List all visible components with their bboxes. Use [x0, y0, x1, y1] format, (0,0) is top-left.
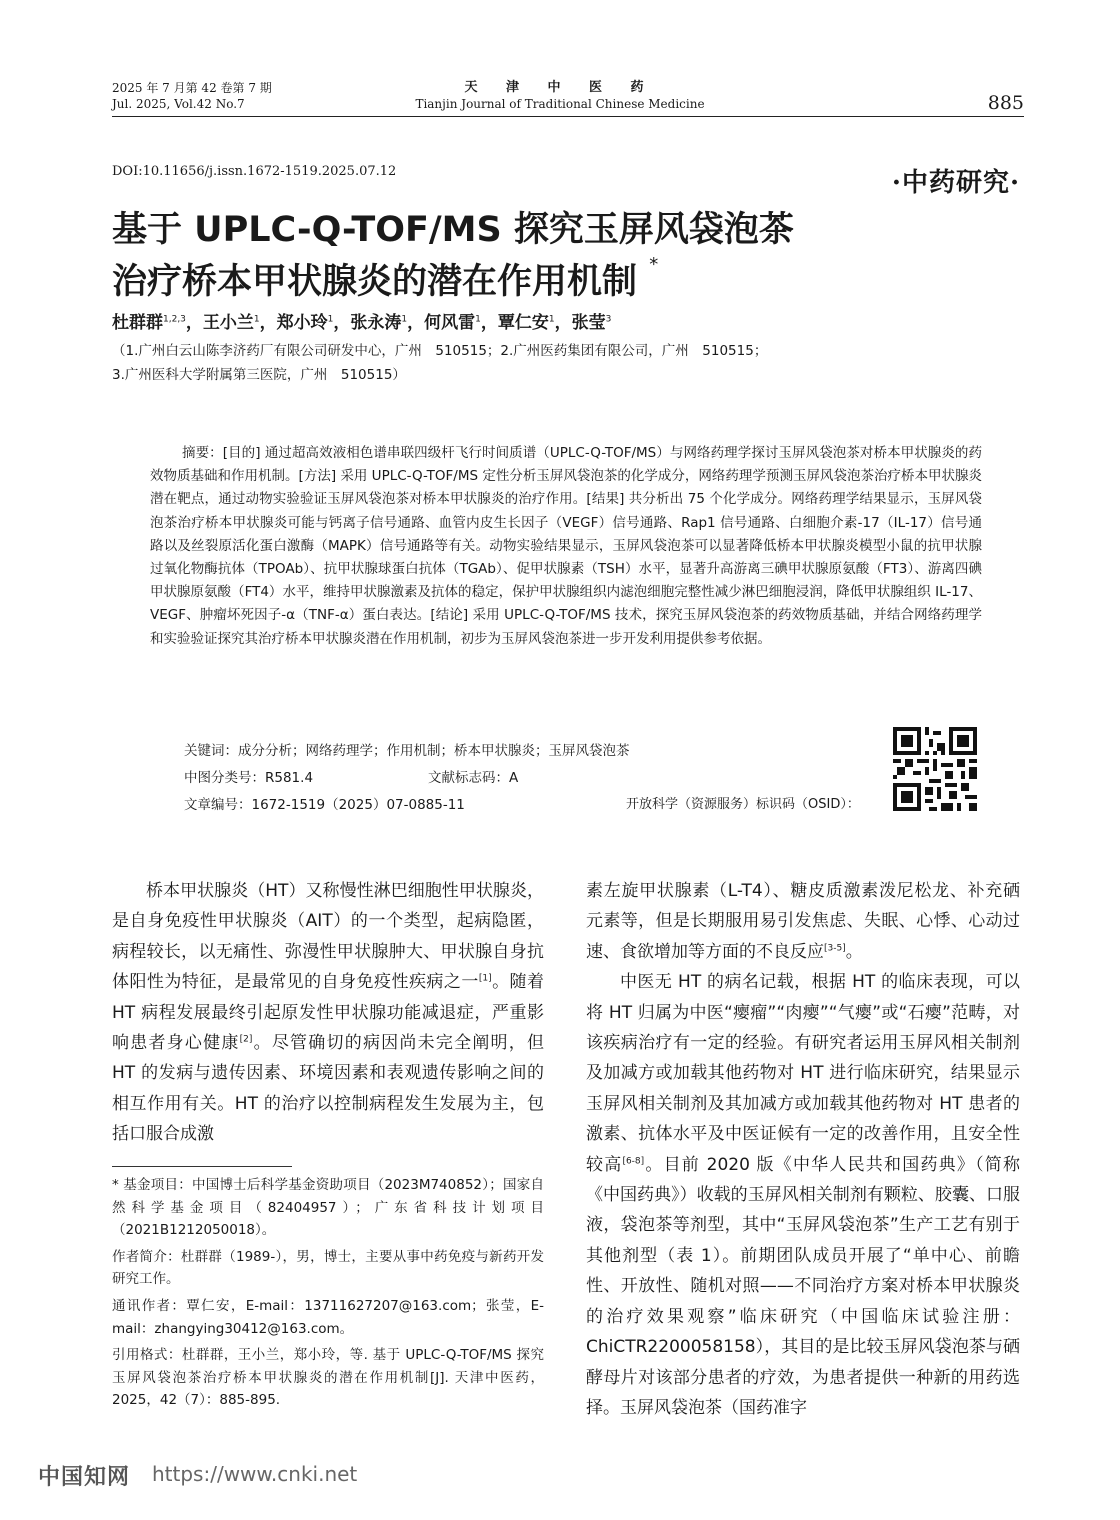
author-name: 何风雷: [424, 313, 476, 333]
qr-code-icon[interactable]: [893, 727, 977, 811]
osid-label: 开放科学（资源服务）标识码（OSID）：: [626, 797, 860, 812]
body-paragraph: [586, 876, 1020, 967]
author-list: 杜群群$^{1,2,3}$，王小兰$^1$，郑小玲$^1$，张永涛$^1$，何风雷$^1$，覃仁安$^1$，张莹$^3$: [112, 313, 612, 333]
column-label: ·中药研究·: [891, 168, 1020, 198]
page-number: 885: [987, 92, 1024, 114]
title-line-1: 基于 UPLC-Q-TOF/MS 探究玉屏风袋泡茶: [112, 210, 794, 250]
footnote-rule: [112, 1166, 292, 1167]
cnki-logo: 中国知网: [38, 1465, 131, 1490]
affiliations: [112, 339, 992, 387]
footnote-funding: * 基金项目：中国博士后科学基金资助项目（2023M740852）；国家自然科学基金项目（82404957）；广东省科技计划项目（2021B1212050018）。: [112, 1177, 544, 1239]
header-rule: [112, 116, 1024, 117]
journal-name-en: Tianjin Journal of Traditional Chinese Medicine: [415, 97, 705, 111]
footnotes: [112, 1174, 544, 1416]
author-affiliation: 3: [605, 314, 612, 325]
running-header-issue: [112, 80, 372, 112]
abstract: 摘要：[目的] 通过超高效液相色谱串联四级杆飞行时间质谱（UPLC-Q-TOF/MS）与网络药理学探讨玉屏风袋泡茶对桥本甲状腺炎的药效物质基础和作用机制。[方法] 采用 UPLC-Q-TOF/MS 定性分析玉屏风袋泡茶的化学成分，网络药理学预测玉屏风袋泡茶治疗桥本甲状腺炎潜在靶点，通过动物实验验证玉屏风袋泡茶对桥本甲状腺炎的治疗作用。[结果] 共分析出 75 个化学成分。网络药理学结果显示，玉屏风袋泡茶治疗桥本甲状腺炎可能与钙离子信号通路、血管内皮生长因子（VEGF）信号通路、Rap1 信号通路、白细胞介素-17（IL-17）信号通路以及丝裂原活化蛋白激酶（MAPK）信号通路等有关。动物实验结果显示，玉屏风袋泡茶可以显著降低桥本甲状腺炎模型小鼠的抗甲状腺过氧化物酶抗体（TPOAb）、抗甲状腺球蛋白抗体（TGAb）、促甲状腺素（TSH）水平，显著升高游离三碘甲状腺原氨酸（FT3）、游离四碘甲状腺原氨酸（FT4）水平，维持甲状腺激素及抗体的稳定，保护甲状腺组织内滤泡细胞完整性减少淋巴细胞浸润，降低甲状腺组织 IL-17、VEGF、肿瘤坏死因子-α（TNF-α）蛋白表达。[结论] 采用 UPLC-Q-TOF/MS 技术，探究玉屏风袋泡茶的药效物质基础，并结合网络药理学和实验验证探究其治疗桥本甲状腺炎潜在作用机制，初步为玉屏风袋泡茶进一步开发利用提供参考依据。: [150, 445, 982, 647]
citation[interactable]: [3-5]: [824, 943, 846, 954]
title-footnote-mark: *: [649, 254, 659, 275]
doi[interactable]: DOI:10.11656/j.issn.1672-1519.2025.07.12: [112, 164, 397, 179]
author-affiliation: 1: [548, 314, 555, 325]
issue-en: Jul. 2025, Vol.42 No.7: [112, 97, 245, 111]
document-code: 文献标志码：A: [428, 770, 519, 786]
body-text: 。: [845, 941, 863, 962]
author-affiliation: 1: [401, 314, 408, 325]
footnote-citation-format: 引用格式：杜群群，王小兰，郑小玲，等. 基于 UPLC-Q-TOF/MS 探究玉屏风袋泡茶治疗桥本甲状腺炎的潜在作用机制[J]. 天津中医药，2025，42（7）：885-895.: [112, 1347, 544, 1409]
citation[interactable]: [2]: [239, 1034, 253, 1045]
body-text: 素左旋甲状腺素（L-T4）、糖皮质激素泼尼松龙、补充硒元素等，但是长期服用易引发焦虑、失眠、心悸、心动过速、食欲增加等方面的不良反应: [586, 881, 1020, 962]
author-name: 杜群群: [112, 313, 163, 333]
footnote-author-bio: 作者简介：杜群群（1989-），男，博士，主要从事中药免疫与新药开发研究工作。: [112, 1248, 544, 1288]
body-text: 中医无 HT 的病名记载，根据 HT 的临床表现，可以将 HT 归属为中医“瘿瘤”“肉瘿”“气瘿”或“石瘿”范畴，对该疾病治疗有一定的经验。有研究者运用玉屏风相关制剂及加减方或加载其他药物对 HT 进行临床研究，结果显示玉屏风相关制剂及其加减方或加载其他药物对 HT 患者的激素、抗体水平及中医证候有一定的改善作用，且安全性较高: [586, 972, 1020, 1175]
author-affiliation: 1,2,3: [163, 314, 186, 325]
footnote-corresponding: 通讯作者：覃仁安，E-mail：13711627207@163.com；张莹，E-mail：zhangying30412@163.com。: [112, 1297, 544, 1337]
affiliation-line-2: 3.广州医科大学附属第三医院，广州 510515）: [112, 367, 406, 383]
title-line-2: 治疗桥本甲状腺炎的潜在作用机制: [112, 262, 638, 302]
author-affiliation: 1: [327, 314, 334, 325]
body-paragraph: [586, 967, 1020, 1423]
affiliation-line-1: （1.广州白云山陈李济药厂有限公司研发中心，广州 510515；2.广州医药集团有限公司，广州 510515；: [112, 343, 768, 359]
article-number: 文章编号：1672-1519（2025）07-0885-11: [184, 797, 465, 813]
author-name: 王小兰: [202, 313, 254, 333]
cnki-url[interactable]: https://www.cnki.net: [152, 1462, 358, 1486]
body-text: 。目前 2020 版《中华人民共和国药典》（简称《中国药典》）收载的玉屏风相关制剂有颗粒、胶囊、口服液，袋泡茶等剂型，其中“玉屏风袋泡茶”生产工艺有别于其他剂型（表 1）。前期团队成员开展了“单中心、前瞻性、开放性、随机对照——不同治疗方案对桥本甲状腺炎的治疗效果观察”临床研究（中国临床试验注册：ChiCTR2200058158），其目的是比较玉屏风袋泡茶与硒酵母片对该部分患者的疗效，为患者提供一种新的用药选择。玉屏风袋泡茶（国药准字: [586, 1154, 1021, 1418]
author-name: 张莹: [571, 313, 606, 333]
issue-cn: 2025 年 7 月第 42 卷第 7 期: [112, 81, 272, 95]
body-text: 。尽管确切的病因尚未完全阐明，但 HT 的发病与遗传因素、环境因素和表观遗传影响之间的相互作用有关。HT 的治疗以控制病程发生发展为主，包括口服合成激: [112, 1033, 545, 1145]
citation[interactable]: [1]: [478, 973, 492, 984]
body-paragraph: [112, 876, 544, 1150]
journal-name-cn: 天 津 中 医 药: [464, 80, 656, 95]
author-name: 张永涛: [350, 313, 402, 333]
keywords: 关键词：成分分析；网络药理学；作用机制；桥本甲状腺炎；玉屏风袋泡茶: [184, 743, 630, 759]
clc-number: 中图分类号：R581.4: [184, 770, 314, 786]
author-name: 郑小玲: [276, 313, 328, 333]
article-title: [112, 204, 932, 308]
author-affiliation: 1: [475, 314, 481, 325]
author-affiliation: 1: [253, 314, 260, 325]
citation[interactable]: [6-8]: [622, 1156, 645, 1166]
running-header-journal: [380, 79, 740, 113]
body-column-right: [586, 876, 1020, 1423]
body-column-left: [112, 876, 544, 1150]
body-text: 桥本甲状腺炎（HT）又称慢性淋巴细胞性甲状腺炎，是自身免疫性甲状腺炎（AIT）的一个类型，起病隐匿，病程较长，以无痛性、弥漫性甲状腺肿大、甲状腺自身抗体阳性为特征，是最常见的自身免疫性疾病之一: [112, 881, 544, 993]
body-text: 。随着 HT 病程发展最终引起原发性甲状腺功能减退症，严重影响患者身心健康: [112, 972, 544, 1054]
author-name: 覃仁安: [497, 313, 549, 333]
